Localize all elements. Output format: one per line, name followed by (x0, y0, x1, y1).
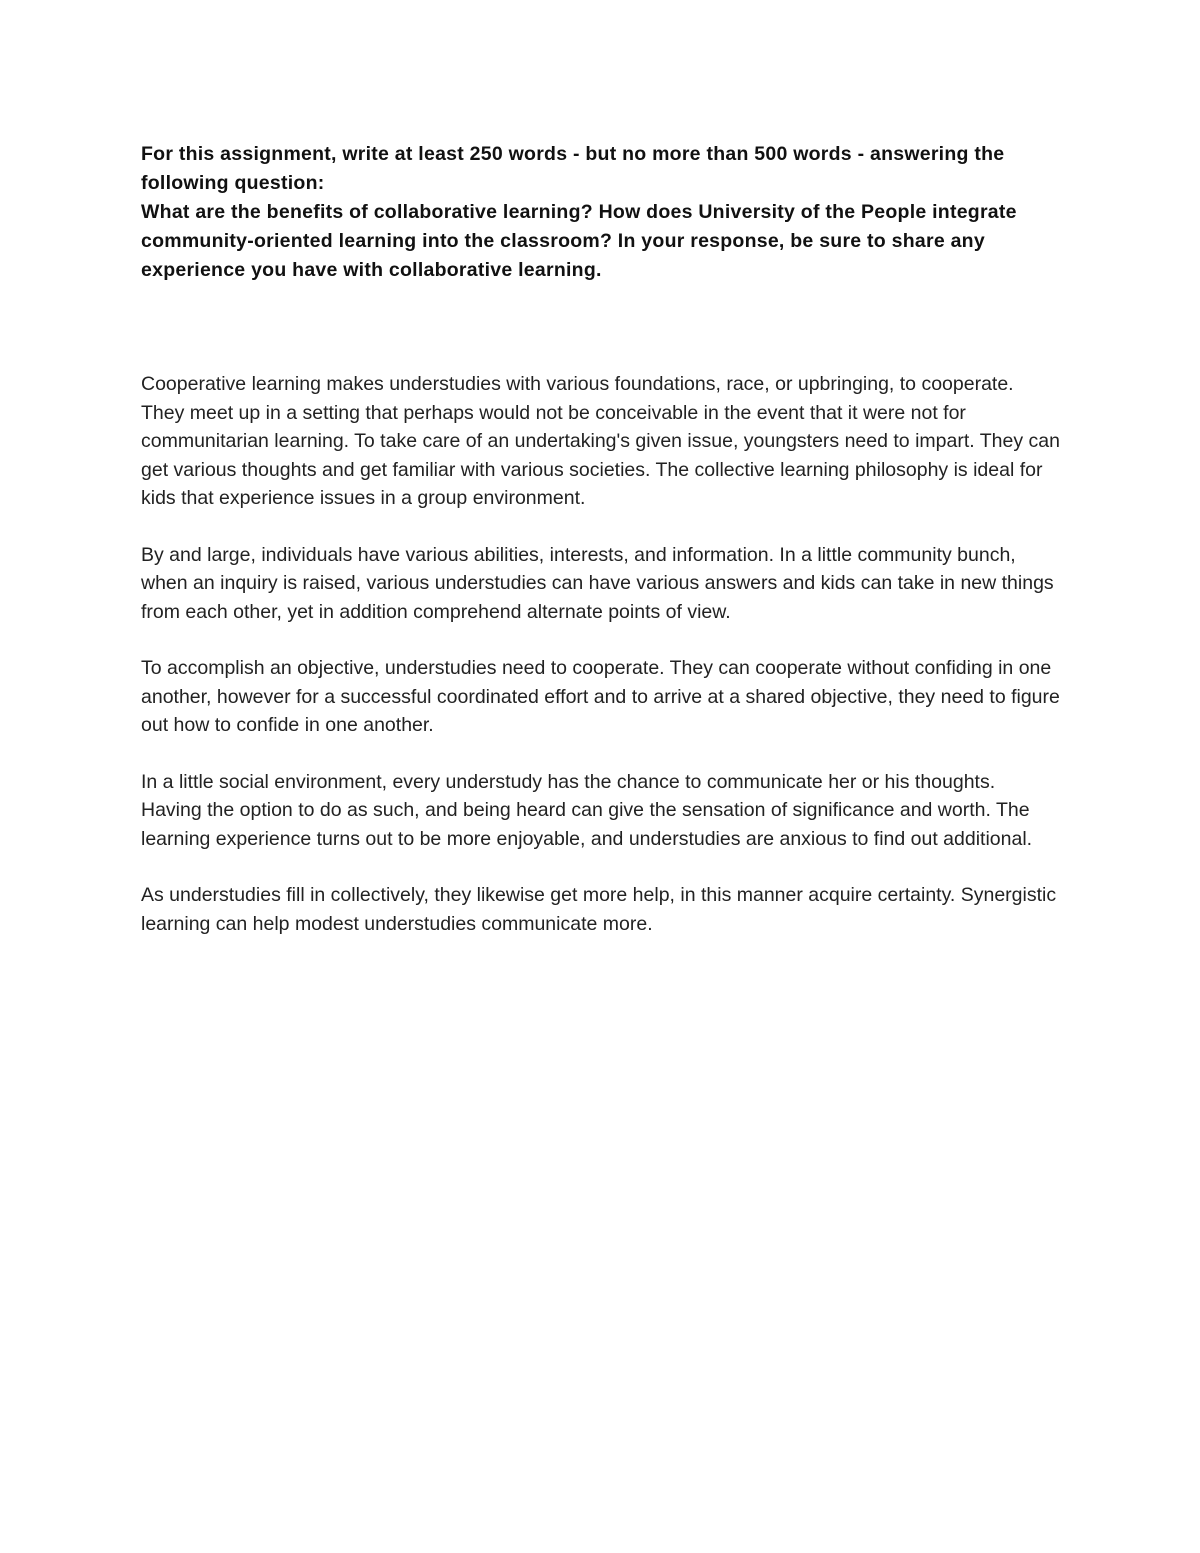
essay-paragraph-2: By and large, individuals have various abilities, interests, and information. In a little community bunch, when an inquiry is raised, various understudies can have various answers and kids can take in new things from each other, yet in addition comprehend alternate points of view. (141, 543, 1054, 623)
assignment-question: What are the benefits of collaborative learning? How does University of the People integrate community-oriented learning into the classroom? In your response, be sure to share any experience you have with collaborative learning. (141, 201, 1017, 281)
document-content (141, 140, 1061, 966)
assignment-prompt (141, 140, 1061, 285)
prompt-spacer (141, 285, 1061, 370)
assignment-instruction: For this assignment, write at least 250 words - but no more than 500 words - answering the following question: (141, 143, 1005, 194)
essay-paragraph-3: To accomplish an objective, understudies need to cooperate. They can cooperate without confiding in one another, however for a successful coordinated effort and to arrive at a shared objective, they need to figure out how to confide in one another. (141, 657, 1060, 736)
essay-paragraph-4: In a little social environment, every understudy has the chance to communicate her or his thoughts. Having the option to do as such, and being heard can give the sensation of significance and worth. The learning experience turns out to be more enjoyable, and understudies are anxious to find out additional. (141, 770, 1033, 850)
essay-paragraph-5: As understudies fill in collectively, they likewise get more help, in this manner acquire certainty. Synergistic learning can help modest understudies communicate more. (141, 884, 1057, 935)
essay-paragraph-1: Cooperative learning makes understudies with various foundations, race, or upbringing, to cooperate. They meet up in a setting that perhaps would not be conceivable in the event that it were not for communitarian learning. To take care of an undertaking's given issue, youngsters need to impart. They can get various thoughts and get familiar with various societies. The collective learning philosophy is ideal for kids that experience issues in a group environment. (141, 373, 1060, 509)
